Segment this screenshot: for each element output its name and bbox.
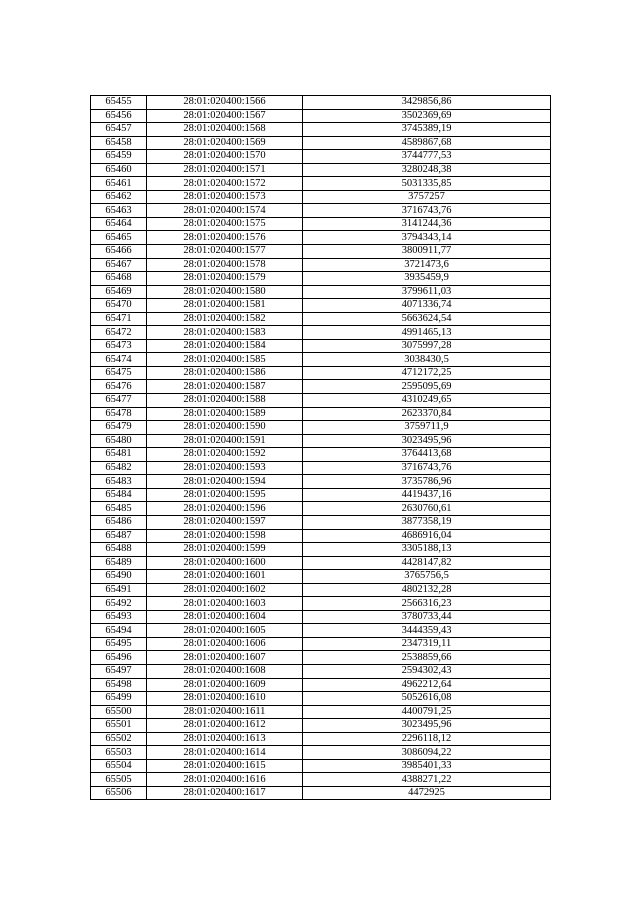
cadastral-number-cell: 28:01:020400:1587 <box>147 380 303 394</box>
table-row <box>91 583 551 597</box>
cadastral-number-cell: 28:01:020400:1580 <box>147 285 303 299</box>
table-row <box>91 624 551 638</box>
cadastral-number-cell: 28:01:020400:1591 <box>147 434 303 448</box>
row-number-cell: 65482 <box>91 461 147 475</box>
cadastral-value-cell: 3429856,86 <box>303 96 551 110</box>
cadastral-value-cell: 4472925 <box>303 786 551 800</box>
row-number-cell: 65472 <box>91 326 147 340</box>
cadastral-number-cell: 28:01:020400:1576 <box>147 231 303 245</box>
cadastral-value-cell: 3780733,44 <box>303 610 551 624</box>
cadastral-number-cell: 28:01:020400:1570 <box>147 150 303 164</box>
cadastral-number-cell: 28:01:020400:1617 <box>147 786 303 800</box>
table-row <box>91 258 551 272</box>
cadastral-value-cell: 2347319,11 <box>303 637 551 651</box>
table-row <box>91 136 551 150</box>
row-number-cell: 65484 <box>91 488 147 502</box>
table-row <box>91 326 551 340</box>
row-number-cell: 65462 <box>91 190 147 204</box>
cadastral-value-cell: 3280248,38 <box>303 163 551 177</box>
cadastral-number-cell: 28:01:020400:1569 <box>147 136 303 150</box>
table-row <box>91 773 551 787</box>
table-row <box>91 421 551 435</box>
table-row <box>91 759 551 773</box>
table-row <box>91 353 551 367</box>
cadastral-number-cell: 28:01:020400:1592 <box>147 448 303 462</box>
row-number-cell: 65481 <box>91 448 147 462</box>
row-number-cell: 65478 <box>91 407 147 421</box>
row-number-cell: 65477 <box>91 394 147 408</box>
cadastral-number-cell: 28:01:020400:1578 <box>147 258 303 272</box>
cadastral-value-cell: 2595095,69 <box>303 380 551 394</box>
cadastral-value-cell: 4071336,74 <box>303 299 551 313</box>
row-number-cell: 65463 <box>91 204 147 218</box>
cadastral-number-cell: 28:01:020400:1567 <box>147 109 303 123</box>
row-number-cell: 65475 <box>91 366 147 380</box>
cadastral-number-cell: 28:01:020400:1607 <box>147 651 303 665</box>
row-number-cell: 65460 <box>91 163 147 177</box>
cadastral-value-cell: 3735786,96 <box>303 475 551 489</box>
cadastral-number-cell: 28:01:020400:1616 <box>147 773 303 787</box>
cadastral-value-cell: 3764413,68 <box>303 448 551 462</box>
row-number-cell: 65471 <box>91 312 147 326</box>
row-number-cell: 65497 <box>91 664 147 678</box>
cadastral-value-cell: 2630760,61 <box>303 502 551 516</box>
row-number-cell: 65505 <box>91 773 147 787</box>
table-row <box>91 651 551 665</box>
row-number-cell: 65473 <box>91 339 147 353</box>
cadastral-value-cell: 4686916,04 <box>303 529 551 543</box>
row-number-cell: 65469 <box>91 285 147 299</box>
cadastral-value-cell: 4991465,13 <box>303 326 551 340</box>
table-row <box>91 529 551 543</box>
row-number-cell: 65464 <box>91 217 147 231</box>
row-number-cell: 65470 <box>91 299 147 313</box>
row-number-cell: 65455 <box>91 96 147 110</box>
table-row <box>91 488 551 502</box>
cadastral-number-cell: 28:01:020400:1584 <box>147 339 303 353</box>
row-number-cell: 65489 <box>91 556 147 570</box>
cadastral-value-cell: 4400791,25 <box>303 705 551 719</box>
cadastral-value-cell: 2296118,12 <box>303 732 551 746</box>
cadastral-number-cell: 28:01:020400:1585 <box>147 353 303 367</box>
table-row <box>91 231 551 245</box>
row-number-cell: 65501 <box>91 719 147 733</box>
cadastral-value-cell: 3305188,13 <box>303 543 551 557</box>
cadastral-number-cell: 28:01:020400:1609 <box>147 678 303 692</box>
row-number-cell: 65504 <box>91 759 147 773</box>
table-row <box>91 637 551 651</box>
cadastral-number-cell: 28:01:020400:1588 <box>147 394 303 408</box>
cadastral-value-cell: 3745389,19 <box>303 123 551 137</box>
cadastral-number-cell: 28:01:020400:1598 <box>147 529 303 543</box>
table-row <box>91 502 551 516</box>
table-row <box>91 394 551 408</box>
table-row <box>91 150 551 164</box>
cadastral-number-cell: 28:01:020400:1573 <box>147 190 303 204</box>
cadastral-value-cell: 2623370,84 <box>303 407 551 421</box>
cadastral-number-cell: 28:01:020400:1572 <box>147 177 303 191</box>
row-number-cell: 65466 <box>91 245 147 259</box>
cadastral-value-cell: 4712172,25 <box>303 366 551 380</box>
table-row <box>91 678 551 692</box>
table-row <box>91 746 551 760</box>
row-number-cell: 65474 <box>91 353 147 367</box>
table-row <box>91 177 551 191</box>
table-row <box>91 380 551 394</box>
table-row <box>91 366 551 380</box>
cadastral-value-cell: 2594302,43 <box>303 664 551 678</box>
table-row <box>91 705 551 719</box>
cadastral-value-cell: 2538859,66 <box>303 651 551 665</box>
cadastral-number-cell: 28:01:020400:1612 <box>147 719 303 733</box>
cadastral-value-cell: 3877358,19 <box>303 515 551 529</box>
cadastral-number-cell: 28:01:020400:1566 <box>147 96 303 110</box>
cadastral-value-table <box>90 95 551 800</box>
cadastral-value-cell: 3744777,53 <box>303 150 551 164</box>
table-body <box>91 96 551 800</box>
table-row <box>91 692 551 706</box>
row-number-cell: 65483 <box>91 475 147 489</box>
row-number-cell: 65457 <box>91 123 147 137</box>
table-row <box>91 570 551 584</box>
cadastral-value-cell: 3759711,9 <box>303 421 551 435</box>
cadastral-number-cell: 28:01:020400:1611 <box>147 705 303 719</box>
cadastral-number-cell: 28:01:020400:1590 <box>147 421 303 435</box>
table-row <box>91 123 551 137</box>
cadastral-value-cell: 3800911,77 <box>303 245 551 259</box>
row-number-cell: 65491 <box>91 583 147 597</box>
cadastral-value-cell: 3086094,22 <box>303 746 551 760</box>
cadastral-number-cell: 28:01:020400:1589 <box>147 407 303 421</box>
cadastral-number-cell: 28:01:020400:1615 <box>147 759 303 773</box>
row-number-cell: 65488 <box>91 543 147 557</box>
cadastral-value-cell: 3985401,33 <box>303 759 551 773</box>
row-number-cell: 65487 <box>91 529 147 543</box>
cadastral-number-cell: 28:01:020400:1575 <box>147 217 303 231</box>
cadastral-number-cell: 28:01:020400:1604 <box>147 610 303 624</box>
row-number-cell: 65459 <box>91 150 147 164</box>
cadastral-number-cell: 28:01:020400:1596 <box>147 502 303 516</box>
table-row <box>91 163 551 177</box>
row-number-cell: 65495 <box>91 637 147 651</box>
table-row <box>91 109 551 123</box>
row-number-cell: 65467 <box>91 258 147 272</box>
cadastral-number-cell: 28:01:020400:1581 <box>147 299 303 313</box>
table-row <box>91 448 551 462</box>
cadastral-value-cell: 3444359,43 <box>303 624 551 638</box>
cadastral-number-cell: 28:01:020400:1605 <box>147 624 303 638</box>
table-row <box>91 339 551 353</box>
table-row <box>91 732 551 746</box>
cadastral-number-cell: 28:01:020400:1582 <box>147 312 303 326</box>
cadastral-number-cell: 28:01:020400:1602 <box>147 583 303 597</box>
table-row <box>91 556 551 570</box>
cadastral-value-cell: 3794343,14 <box>303 231 551 245</box>
table-row <box>91 245 551 259</box>
row-number-cell: 65500 <box>91 705 147 719</box>
cadastral-value-cell: 4428147,82 <box>303 556 551 570</box>
cadastral-number-cell: 28:01:020400:1600 <box>147 556 303 570</box>
table-row <box>91 272 551 286</box>
row-number-cell: 65502 <box>91 732 147 746</box>
cadastral-value-cell: 3075997,28 <box>303 339 551 353</box>
cadastral-number-cell: 28:01:020400:1586 <box>147 366 303 380</box>
table-row <box>91 285 551 299</box>
cadastral-number-cell: 28:01:020400:1608 <box>147 664 303 678</box>
cadastral-number-cell: 28:01:020400:1601 <box>147 570 303 584</box>
table-row <box>91 96 551 110</box>
cadastral-value-cell: 3765756,5 <box>303 570 551 584</box>
cadastral-number-cell: 28:01:020400:1597 <box>147 515 303 529</box>
cadastral-number-cell: 28:01:020400:1603 <box>147 597 303 611</box>
row-number-cell: 65479 <box>91 421 147 435</box>
cadastral-number-cell: 28:01:020400:1577 <box>147 245 303 259</box>
table-row <box>91 786 551 800</box>
cadastral-value-cell: 3799611,03 <box>303 285 551 299</box>
cadastral-number-cell: 28:01:020400:1579 <box>147 272 303 286</box>
cadastral-number-cell: 28:01:020400:1593 <box>147 461 303 475</box>
table-row <box>91 190 551 204</box>
cadastral-value-cell: 5052616,08 <box>303 692 551 706</box>
cadastral-value-cell: 3502369,69 <box>303 109 551 123</box>
cadastral-number-cell: 28:01:020400:1599 <box>147 543 303 557</box>
row-number-cell: 65503 <box>91 746 147 760</box>
row-number-cell: 65498 <box>91 678 147 692</box>
cadastral-number-cell: 28:01:020400:1571 <box>147 163 303 177</box>
cadastral-value-cell: 3141244,36 <box>303 217 551 231</box>
row-number-cell: 65496 <box>91 651 147 665</box>
cadastral-number-cell: 28:01:020400:1613 <box>147 732 303 746</box>
table-row <box>91 543 551 557</box>
row-number-cell: 65506 <box>91 786 147 800</box>
cadastral-value-cell: 3935459,9 <box>303 272 551 286</box>
cadastral-value-cell: 3757257 <box>303 190 551 204</box>
table-row <box>91 434 551 448</box>
cadastral-value-cell: 3023495,96 <box>303 719 551 733</box>
row-number-cell: 65485 <box>91 502 147 516</box>
cadastral-value-cell: 3716743,76 <box>303 461 551 475</box>
table-row <box>91 475 551 489</box>
row-number-cell: 65493 <box>91 610 147 624</box>
table-row <box>91 461 551 475</box>
row-number-cell: 65494 <box>91 624 147 638</box>
cadastral-number-cell: 28:01:020400:1610 <box>147 692 303 706</box>
row-number-cell: 65461 <box>91 177 147 191</box>
table-row <box>91 597 551 611</box>
cadastral-value-cell: 3716743,76 <box>303 204 551 218</box>
table-row <box>91 515 551 529</box>
cadastral-number-cell: 28:01:020400:1574 <box>147 204 303 218</box>
cadastral-value-cell: 4589867,68 <box>303 136 551 150</box>
table-row <box>91 664 551 678</box>
row-number-cell: 65486 <box>91 515 147 529</box>
cadastral-value-cell: 3038430,5 <box>303 353 551 367</box>
row-number-cell: 65476 <box>91 380 147 394</box>
cadastral-value-cell: 4310249,65 <box>303 394 551 408</box>
table-row <box>91 719 551 733</box>
cadastral-value-cell: 4419437,16 <box>303 488 551 502</box>
cadastral-number-cell: 28:01:020400:1568 <box>147 123 303 137</box>
row-number-cell: 65458 <box>91 136 147 150</box>
row-number-cell: 65492 <box>91 597 147 611</box>
cadastral-number-cell: 28:01:020400:1614 <box>147 746 303 760</box>
cadastral-value-cell: 5031335,85 <box>303 177 551 191</box>
row-number-cell: 65499 <box>91 692 147 706</box>
table-row <box>91 204 551 218</box>
table-row <box>91 610 551 624</box>
table-row <box>91 312 551 326</box>
row-number-cell: 65480 <box>91 434 147 448</box>
cadastral-value-cell: 3721473,6 <box>303 258 551 272</box>
row-number-cell: 65456 <box>91 109 147 123</box>
cadastral-number-cell: 28:01:020400:1595 <box>147 488 303 502</box>
cadastral-value-cell: 4802132,28 <box>303 583 551 597</box>
cadastral-number-cell: 28:01:020400:1606 <box>147 637 303 651</box>
cadastral-number-cell: 28:01:020400:1583 <box>147 326 303 340</box>
cadastral-number-cell: 28:01:020400:1594 <box>147 475 303 489</box>
cadastral-value-cell: 4962212,64 <box>303 678 551 692</box>
table-row <box>91 407 551 421</box>
cadastral-value-cell: 2566316,23 <box>303 597 551 611</box>
cadastral-value-cell: 4388271,22 <box>303 773 551 787</box>
row-number-cell: 65468 <box>91 272 147 286</box>
table-row <box>91 299 551 313</box>
row-number-cell: 65465 <box>91 231 147 245</box>
cadastral-value-cell: 3023495,96 <box>303 434 551 448</box>
row-number-cell: 65490 <box>91 570 147 584</box>
table-row <box>91 217 551 231</box>
cadastral-value-cell: 5663624,54 <box>303 312 551 326</box>
